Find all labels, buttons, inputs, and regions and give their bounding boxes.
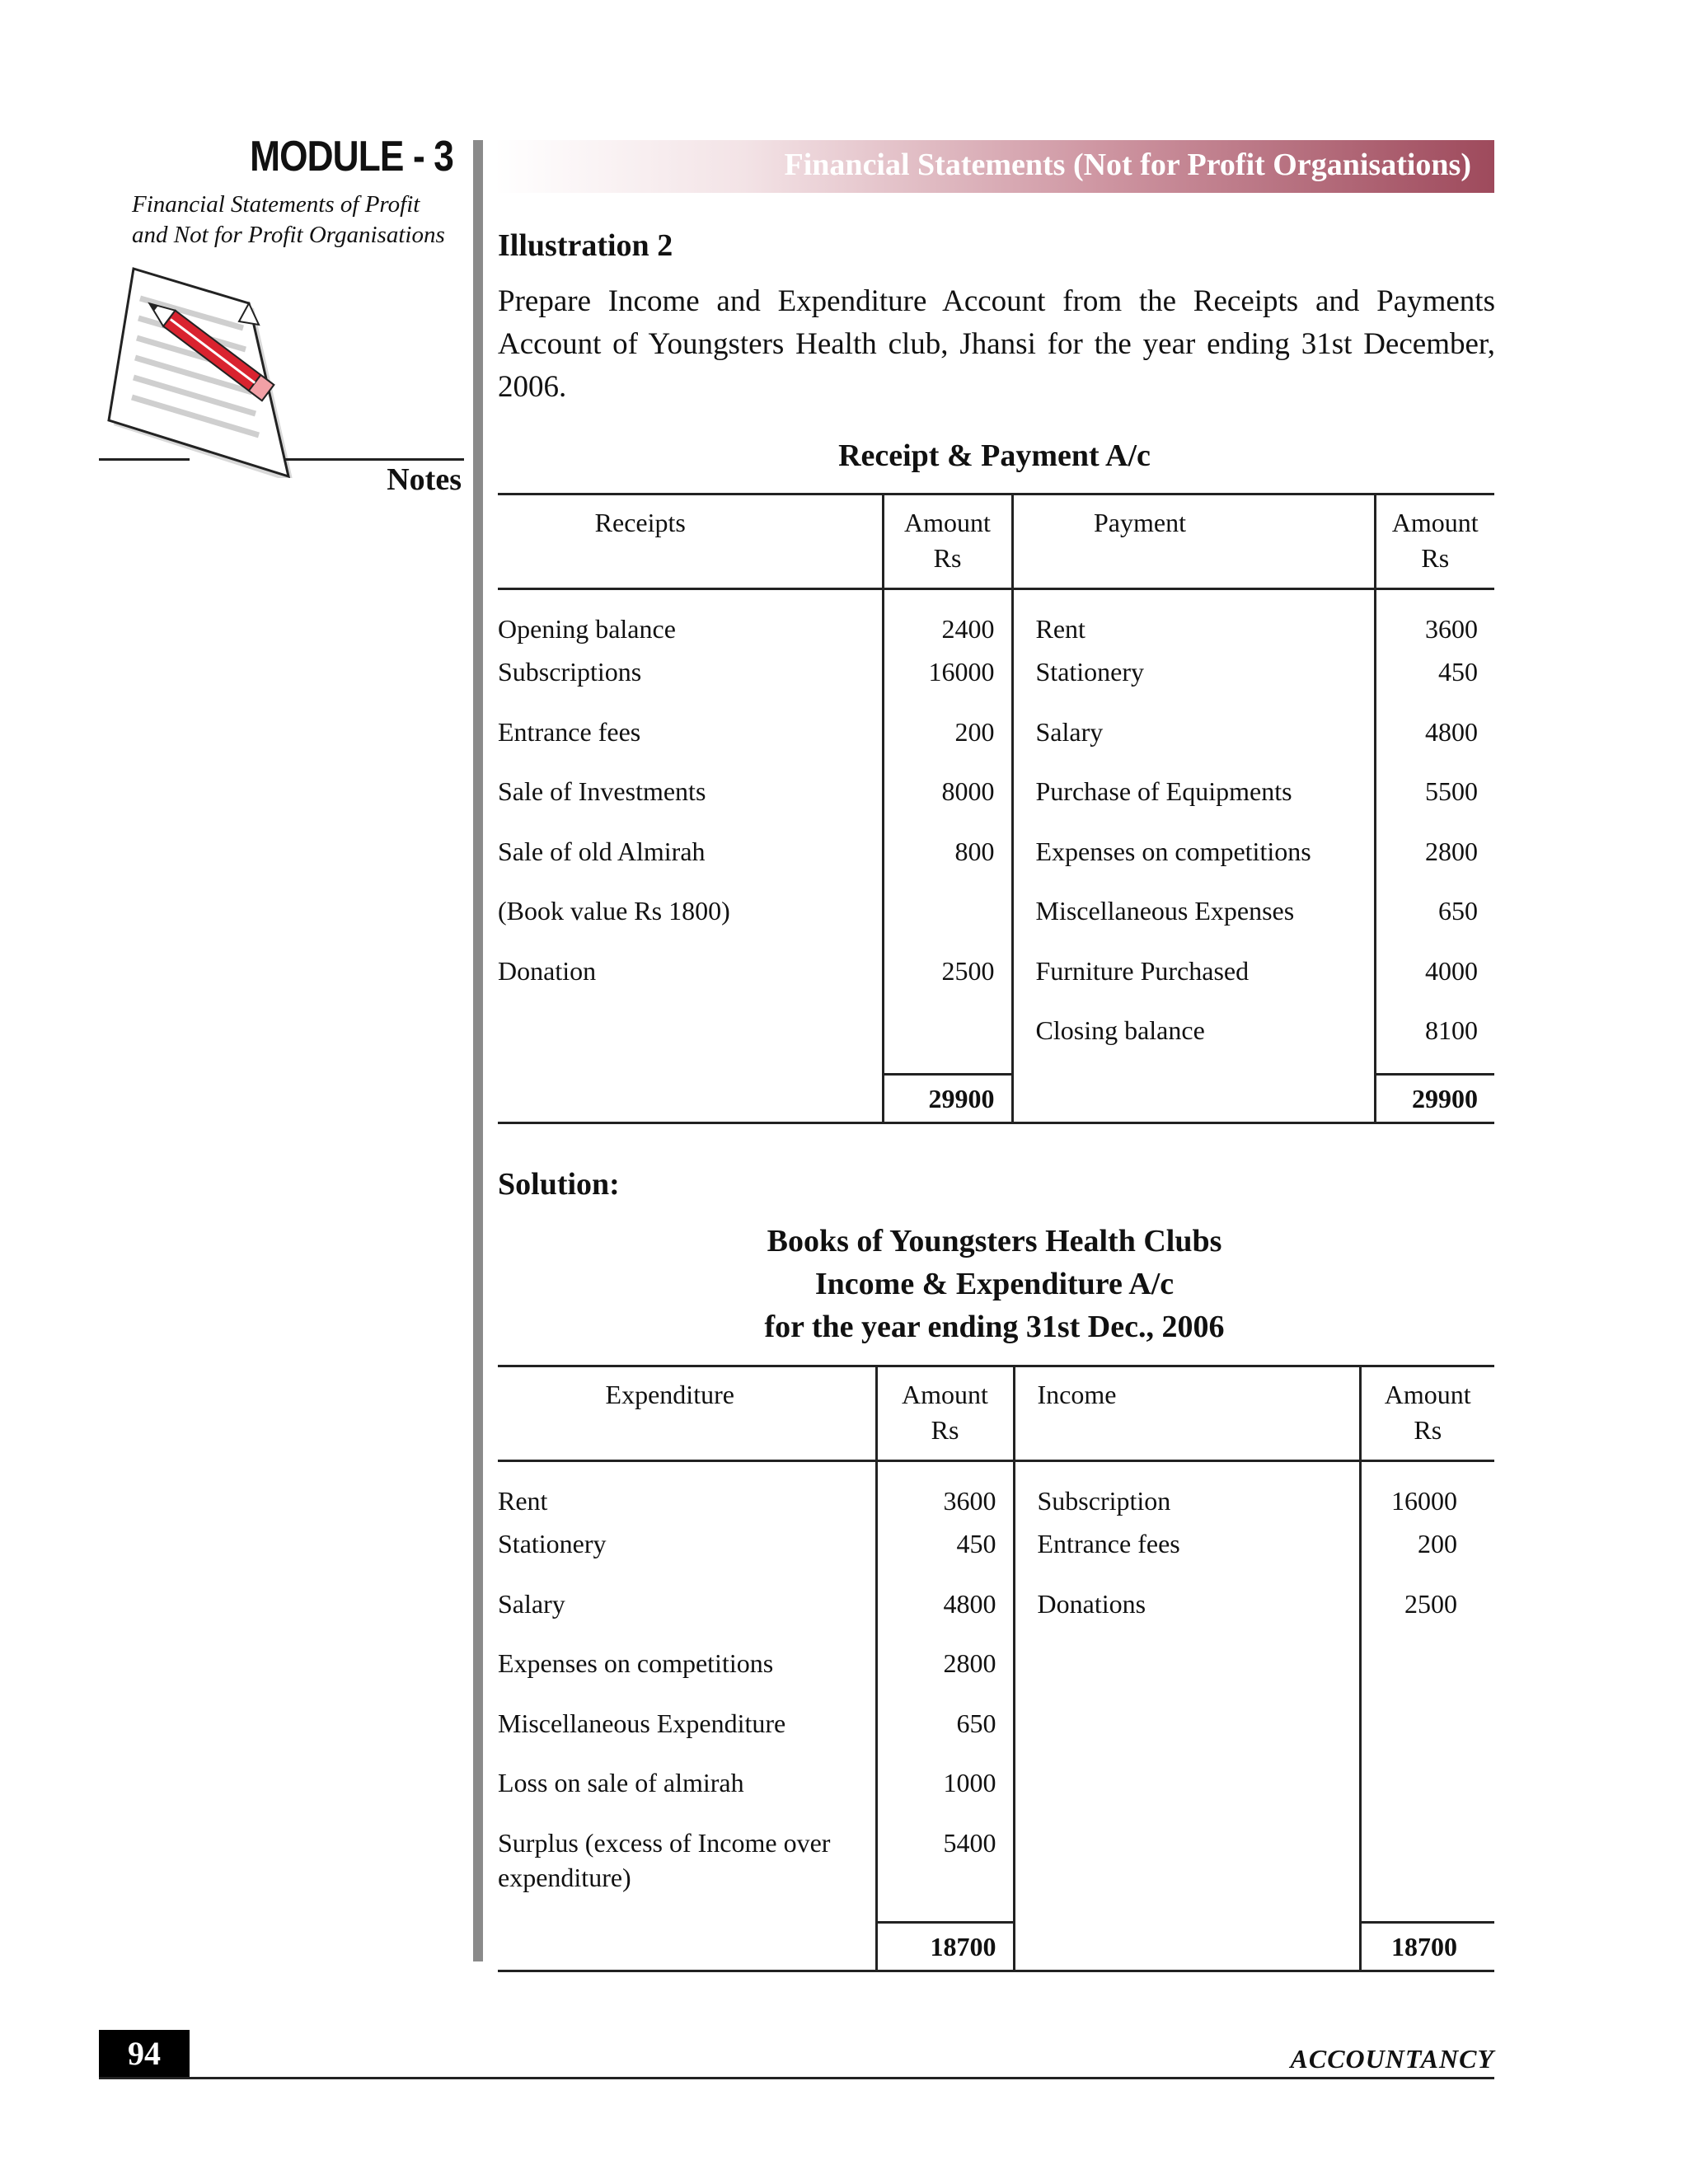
expenditure-cell: Salary (498, 1586, 876, 1647)
table-row (498, 954, 1494, 1014)
amount-cell: 16000 (883, 654, 1012, 715)
column-header: Receipts (498, 494, 883, 589)
column-header: Expenditure (498, 1366, 876, 1461)
table-row (498, 715, 1494, 775)
receipt-cell (498, 1013, 883, 1074)
expenditure-cell: Loss on sale of almirah (498, 1765, 876, 1825)
column-header-line: Rs (931, 1415, 959, 1445)
receipt-cell: (Book value Rs 1800) (498, 893, 883, 954)
notes-rule (99, 458, 190, 461)
amount-cell: 5500 (1425, 776, 1478, 806)
amount-cell: 4800 (1425, 716, 1478, 747)
total-row (498, 1923, 1494, 1971)
empty-cell (1014, 1923, 1360, 1971)
module-subtitle-line: Financial Statements of Profit (132, 191, 420, 218)
table-header-row (498, 1366, 1494, 1461)
chapter-header-banner (495, 140, 1494, 193)
illustration-heading: Illustration 2 (498, 228, 673, 263)
amount-cell: 2500 (883, 954, 1012, 1014)
payment-cell: Expenses on competitions (1012, 834, 1375, 894)
solution-heading: Solution: (498, 1167, 620, 1202)
column-header-line: Rs (1414, 1415, 1442, 1445)
amount-cell: 2500 (1404, 1588, 1457, 1619)
column-header-line: Rs (933, 543, 962, 573)
payment-cell: Rent (1012, 589, 1375, 655)
amount-cell: 450 (876, 1526, 1014, 1586)
caption-line: Income & Expenditure A/c (814, 1267, 1175, 1301)
table-row (498, 1646, 1494, 1706)
column-header (883, 494, 1012, 589)
expenditure-cell: Stationery (498, 1526, 876, 1586)
column-header-line: Rs (1421, 543, 1450, 573)
chapter-header-text: Financial Statements (Not for Profit Organisations) (784, 148, 1471, 182)
column-header: Income (1014, 1366, 1360, 1461)
table-row (498, 1765, 1494, 1825)
payment-cell: Miscellaneous Expenses (1012, 893, 1375, 954)
column-header-line: Amount (1384, 1380, 1471, 1409)
receipt-payment-caption: Receipt & Payment A/c (838, 438, 1151, 473)
table-row (498, 1461, 1494, 1527)
amount-cell (883, 893, 1012, 954)
amount-cell: 2800 (1425, 836, 1478, 866)
receipt-cell: Donation (498, 954, 883, 1014)
empty-cell (498, 1074, 883, 1122)
expenditure-cell: Miscellaneous Expenditure (498, 1706, 876, 1766)
table-row (498, 1706, 1494, 1766)
amount-cell: 800 (883, 834, 1012, 894)
amount-cell: 2400 (883, 589, 1012, 655)
footer-subject: ACCOUNTANCY (1290, 2044, 1494, 2074)
amount-cell: 16000 (1391, 1486, 1457, 1516)
amount-cell: 3600 (876, 1461, 1014, 1527)
table-row (498, 589, 1494, 655)
income-cell (1014, 1825, 1360, 1923)
payment-cell: Furniture Purchased (1012, 954, 1375, 1014)
notes-pencil-icon (99, 264, 330, 478)
income-cell: Entrance fees (1014, 1526, 1360, 1586)
income-cell (1014, 1765, 1360, 1825)
table-row (498, 1825, 1494, 1923)
amount-cell: 650 (1438, 896, 1478, 926)
amount-cell: 200 (883, 715, 1012, 775)
amount-cell: 5400 (876, 1825, 1014, 1923)
module-subtitle (132, 190, 462, 251)
amount-cell: 1000 (876, 1765, 1014, 1825)
column-header (1360, 1366, 1494, 1461)
table-row (498, 774, 1494, 834)
notes-rule (284, 458, 464, 461)
column-header (1375, 494, 1494, 589)
notes-label: Notes (387, 462, 462, 497)
total-row (498, 1074, 1494, 1122)
column-header: Payment (1012, 494, 1375, 589)
amount-cell: 8000 (883, 774, 1012, 834)
page-number: 94 (99, 2030, 190, 2078)
income-cell (1014, 1646, 1360, 1706)
amount-cell: 8100 (1425, 1015, 1478, 1045)
table-row (498, 834, 1494, 894)
receipt-cell: Sale of old Almirah (498, 834, 883, 894)
table-row (498, 1586, 1494, 1647)
table-row (498, 654, 1494, 715)
amount-cell (1360, 1646, 1494, 1706)
amount-cell: 450 (1438, 657, 1478, 687)
total-cell: 18700 (876, 1923, 1014, 1971)
receipt-cell: Subscriptions (498, 654, 883, 715)
payment-cell: Closing balance (1012, 1013, 1375, 1074)
amount-cell (883, 1013, 1012, 1074)
expenditure-cell: Surplus (excess of Income over expenditure) (498, 1825, 876, 1923)
amount-cell: 650 (876, 1706, 1014, 1766)
footer-rule (99, 2077, 1494, 2079)
column-header-line: Amount (902, 1380, 988, 1409)
amount-cell: 4000 (1425, 955, 1478, 986)
module-subtitle-line: and Not for Profit Organisations (132, 222, 445, 248)
table-row (498, 1526, 1494, 1586)
receipt-cell: Sale of Investments (498, 774, 883, 834)
receipt-payment-table (498, 493, 1494, 1124)
amount-cell (1360, 1765, 1494, 1825)
amount-cell (1360, 1706, 1494, 1766)
income-expenditure-table (498, 1365, 1494, 1972)
table-row (498, 1013, 1494, 1074)
margin-divider (473, 140, 483, 1961)
caption-line: for the year ending 31st Dec., 2006 (764, 1310, 1225, 1344)
receipt-cell: Entrance fees (498, 715, 883, 775)
module-title: MODULE - 3 (250, 133, 453, 180)
income-expenditure-caption (495, 1220, 1494, 1348)
amount-cell: 2800 (876, 1646, 1014, 1706)
total-cell: 18700 (1360, 1923, 1494, 1971)
income-cell: Donations (1014, 1586, 1360, 1647)
empty-cell (1012, 1074, 1375, 1122)
total-cell: 29900 (883, 1074, 1012, 1122)
amount-cell: 200 (1418, 1529, 1457, 1558)
income-cell (1014, 1706, 1360, 1766)
empty-cell (498, 1923, 876, 1971)
payment-cell: Salary (1012, 715, 1375, 775)
column-header (876, 1366, 1014, 1461)
amount-cell: 4800 (876, 1586, 1014, 1647)
table-row (498, 893, 1494, 954)
receipt-cell: Opening balance (498, 589, 883, 655)
total-cell: 29900 (1375, 1074, 1494, 1122)
income-cell: Subscription (1014, 1461, 1360, 1527)
amount-cell: 3600 (1425, 614, 1478, 644)
table-header-row (498, 494, 1494, 589)
caption-line: Books of Youngsters Health Clubs (767, 1224, 1222, 1258)
column-header-line: Amount (904, 508, 991, 537)
amount-cell (1360, 1825, 1494, 1923)
question-text: Prepare Income and Expenditure Account from the Receipts and Payments Account of Youngsters Health club, Jhansi for the year ending 31st December, 2006. (498, 284, 1495, 404)
column-header-line: Amount (1391, 508, 1479, 537)
expenditure-cell: Expenses on competitions (498, 1646, 876, 1706)
payment-cell: Purchase of Equipments (1012, 774, 1375, 834)
expenditure-cell: Rent (498, 1461, 876, 1527)
payment-cell: Stationery (1012, 654, 1375, 715)
